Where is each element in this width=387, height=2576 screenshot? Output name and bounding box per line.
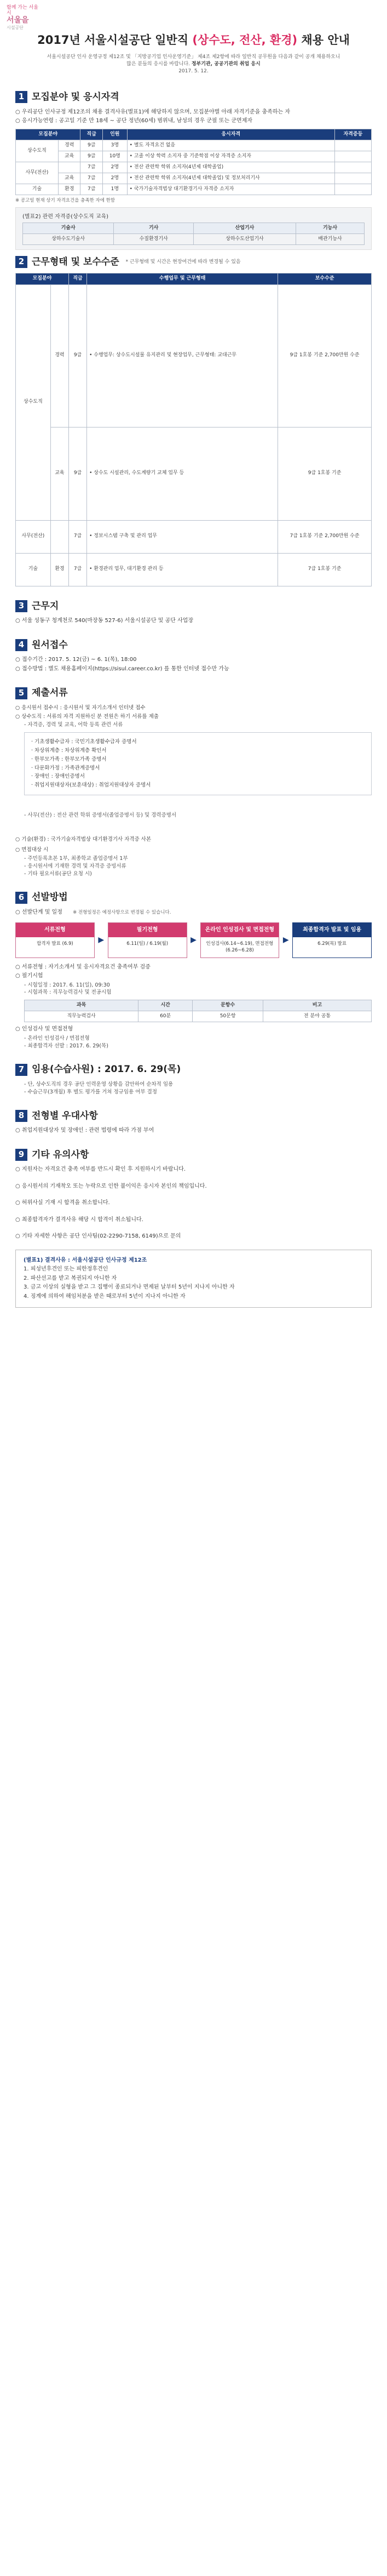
table-cell: 상수도직 bbox=[16, 284, 51, 520]
section-number: 8 bbox=[15, 1110, 27, 1122]
intro-line-1: 서울시설공단 인사 운영규정 제12조 및 「지방공기업 인사운영기준」 제4조 제2항에 따라 일반직 공무원을 다음과 같이 공개 채용하오니 bbox=[47, 54, 340, 60]
section-work-pay bbox=[0, 255, 387, 586]
application-period: ○ 접수기간 : 2017. 5. 12(금) ~ 6. 1(목), 18:00 bbox=[15, 657, 137, 663]
section-note: * 근무형태 및 시간은 현장여건에 따라 변경될 수 있음 bbox=[125, 259, 241, 265]
table-cell: 전 분야 공통 bbox=[263, 1011, 371, 1022]
table-header: 기능사 bbox=[296, 223, 365, 233]
title-highlight: (상수도, 전산, 환경) bbox=[192, 33, 298, 47]
table-header: 자격증등 bbox=[334, 129, 371, 140]
selection-line: ○ 서류전형 : 자기소개서 및 응시자격요건 충족여부 검증 bbox=[15, 964, 151, 970]
selection-note: ※ 전형일정은 예정사항으로 변경될 수 있습니다. bbox=[73, 910, 171, 916]
table-cell: • 전산 관련학 학위 소지자(4년제 대학졸업) 및 정보처리기사 bbox=[127, 173, 334, 184]
table-cell: 9급 bbox=[68, 284, 86, 427]
doc-line: - 사무(전산) : 전산 관련 학위 증명서(졸업증명서 등) 및 경력증명서 bbox=[24, 812, 177, 818]
table-cell: 7급 bbox=[80, 162, 102, 173]
table-cell bbox=[334, 140, 371, 151]
section-number: 7 bbox=[15, 1064, 27, 1076]
table-cell: 상하수도기술사 bbox=[23, 233, 114, 244]
table-header: 인원 bbox=[102, 129, 127, 140]
arrow-right-icon: ▶ bbox=[190, 935, 197, 944]
table-header: 기술사 bbox=[23, 223, 114, 233]
table-cell: • 전산 관련학 학위 소지자(4년제 대학졸업) bbox=[127, 162, 334, 173]
section-number: 9 bbox=[15, 1149, 27, 1161]
table-cell: 상하수도산업기사 bbox=[193, 233, 296, 244]
table-cell: 환경 bbox=[50, 553, 68, 586]
cert-title: (별표2) 관련 자격증(상수도직 교육) bbox=[22, 214, 109, 220]
table-header: 시간 bbox=[138, 1000, 193, 1011]
section-number: 2 bbox=[15, 256, 27, 268]
note-line: ○ 허위사실 기재 시 합격을 취소합니다. bbox=[15, 1200, 110, 1206]
cert-table bbox=[22, 223, 365, 245]
logo-main-text: 서울을 bbox=[7, 15, 29, 25]
table-header: 산업기사 bbox=[193, 223, 296, 233]
section-recruitment bbox=[0, 90, 387, 250]
doc-line: ○ 기술(환경) : 국가기술자격법상 대기환경기사 자격증 사본 bbox=[15, 836, 152, 842]
doc-line: - 주민등록초본 1부, 최종학교 졸업증명서 1부 bbox=[24, 856, 128, 862]
doc-box-line: · 다문화가정 : 가족관계증명서 bbox=[31, 765, 100, 771]
table-cell: 9급 bbox=[80, 151, 102, 162]
table-cell: 7급 bbox=[80, 173, 102, 184]
doc-box bbox=[24, 732, 372, 795]
footer-line: 4. 징계에 의하여 해임처분을 받은 때로부터 5년이 지나지 아니한 자 bbox=[24, 1293, 186, 1300]
table-cell bbox=[334, 173, 371, 184]
section-number: 6 bbox=[15, 892, 27, 904]
note-line: ○ 응시원서의 기재착오 또는 누락으로 인한 불이익은 응시자 본인의 책임입니다. bbox=[15, 1183, 207, 1189]
preference-line: ○ 취업지원대상자 및 장애인 : 관련 법령에 따라 가점 부여 bbox=[15, 1127, 154, 1134]
section-number: 4 bbox=[15, 639, 27, 651]
intro-date: 2017. 5. 12. bbox=[178, 69, 209, 75]
doc-line: ○ 면접대상 시 bbox=[15, 847, 49, 853]
table-cell: 50문항 bbox=[193, 1011, 263, 1022]
section-title: 근무형태 및 보수수준 bbox=[32, 256, 119, 267]
table-row bbox=[16, 427, 372, 520]
selection-line: - 시험과목 : 직무능력검사 및 전공시험 bbox=[24, 989, 112, 996]
section-preference bbox=[0, 1109, 387, 1135]
age-item: ○ 응시가능연령 : 공고일 기준 만 18세 ~ 공단 정년(60세) 범위내, 남성의 경우 군필 또는 군면제자 bbox=[15, 118, 253, 124]
table-row bbox=[25, 1011, 372, 1022]
section-title: 전형별 우대사항 bbox=[32, 1110, 98, 1121]
table-header: 모집분야 bbox=[16, 129, 80, 140]
intro-bold: 정부기관, 공공기관의 취업 응시 bbox=[191, 61, 261, 67]
table-cell: 교육 bbox=[58, 173, 80, 184]
table-cell: 2명 bbox=[102, 162, 127, 173]
table-cell: 9급 1호봉 기준 2,700만원 수준 bbox=[278, 284, 372, 427]
doc-box-line: · 취업지원대상자(보훈대상) : 취업지원대상자 증명서 bbox=[31, 782, 151, 789]
table-header: 응시자격 bbox=[127, 129, 334, 140]
table-cell: • 상수도 시설관리, 수도계량기 교체 업무 등 bbox=[87, 427, 278, 520]
table-cell: 3명 bbox=[102, 140, 127, 151]
flow-step bbox=[108, 922, 187, 958]
table-cell: • 수행업무: 상수도시설물 유지관리 및 현장업무, 근무형태: 교대근무 bbox=[87, 284, 278, 427]
table-header: 직급 bbox=[68, 273, 86, 284]
section-title: 원서접수 bbox=[32, 639, 68, 651]
table-cell: 사무(전산) bbox=[16, 162, 59, 184]
qualification-item: ○ 우리공단 인사규정 제12조의 채용 결격사유(별표1)에 해당하지 않으며, 모집분야별 아래 자격기준을 충족하는 자 bbox=[15, 109, 290, 115]
section-title: 기타 유의사항 bbox=[32, 1149, 89, 1160]
flow-step-body: 6.29(목) 발표 bbox=[317, 941, 347, 947]
section-title: 선발방법 bbox=[32, 892, 68, 903]
table-cell: 경력 bbox=[58, 140, 80, 151]
intro-text bbox=[0, 54, 387, 75]
table-cell: 교육 bbox=[58, 151, 80, 162]
section-number: 5 bbox=[15, 687, 27, 699]
table-cell: 사무(전산) bbox=[16, 520, 51, 553]
table-row bbox=[16, 140, 372, 151]
table-cell: 7급 bbox=[68, 553, 86, 586]
note-line: ○ 지원자는 자격요건 충족 여부를 반드시 확인 후 지원하시기 바랍니다. bbox=[15, 1166, 186, 1173]
table-cell: 2명 bbox=[102, 173, 127, 184]
table-cell: • 별도 자격요건 없음 bbox=[127, 140, 334, 151]
table-cell bbox=[58, 162, 80, 173]
table-cell: 9급 bbox=[80, 140, 102, 151]
table-row bbox=[23, 233, 365, 244]
flow-step bbox=[200, 922, 280, 958]
appointment-line: - 수습근무(3개월) 후 별도 평가를 거쳐 정규임용 여부 결정 bbox=[24, 1088, 157, 1095]
footer-title: (별표1) 결격사유 : 서울시설공단 인사규정 제12조 bbox=[24, 1257, 147, 1263]
work-pay-table bbox=[15, 273, 372, 586]
page-title bbox=[0, 32, 387, 48]
table-cell: 7급 1호봉 기준 bbox=[278, 553, 372, 586]
appointment-line: - 단, 상수도직의 경우 공단 인력운영 상황을 감안하여 순차적 임용 bbox=[24, 1081, 174, 1087]
section-title: 근무지 bbox=[32, 600, 59, 612]
intro-line-2: 많은 분들의 응시를 바랍니다. bbox=[126, 61, 190, 67]
table-row bbox=[16, 184, 372, 195]
table-header: 보수수준 bbox=[278, 273, 372, 284]
section-title: 모집분야 및 응시자격 bbox=[32, 92, 119, 102]
table-note: ※ 공고일 현재 상기 자격요건을 충족한 자에 한함 bbox=[15, 197, 115, 203]
table-cell: • 국가기술자격법상 대기환경기사 자격증 소지자 bbox=[127, 184, 334, 195]
flow-step bbox=[292, 922, 372, 958]
note-line: ○ 최종합격자가 결격사유 해당 시 합격이 취소됩니다. bbox=[15, 1216, 143, 1223]
table-cell: 기술 bbox=[16, 184, 59, 195]
table-cell: 수질환경기사 bbox=[114, 233, 194, 244]
application-method[interactable]: ○ 접수방법 : 별도 채용홈페이지(https://sisul.career.co.kr) 를 통한 인터넷 접수만 가능 bbox=[15, 665, 229, 672]
footer-line: 2. 파산선고를 받고 복권되지 아니한 자 bbox=[24, 1275, 117, 1281]
table-cell: • 고졸 이상 학력 소지자 중 기준학점 이상 자격증 소지자 bbox=[127, 151, 334, 162]
hero-banner bbox=[0, 0, 387, 85]
logo-sub-text: 시설공단 bbox=[7, 25, 24, 31]
table-cell: 경력 bbox=[50, 284, 68, 427]
logo-top-text: 함께 가는 서울시 bbox=[7, 5, 38, 16]
table-cell: 7급 1호봉 기준 2,700만원 수준 bbox=[278, 520, 372, 553]
table-cell: 환경 bbox=[58, 184, 80, 195]
table-header: 모집분야 bbox=[16, 273, 69, 284]
doc-line: - 기타 필요서류(공단 요청 시) bbox=[24, 870, 92, 877]
section-selection bbox=[0, 891, 387, 1050]
table-cell: 9급 1호봉 기준 bbox=[278, 427, 372, 520]
doc-box-line: · 장애인 : 장애인증명서 bbox=[31, 773, 85, 780]
section-application bbox=[0, 639, 387, 674]
table-cell: 직무능력검사 bbox=[25, 1011, 138, 1022]
table-row bbox=[16, 173, 372, 184]
location-text: ○ 서울 성동구 청계천로 540(마장동 527-6) 서울시설공단 및 공단 사업장 bbox=[15, 618, 194, 624]
title-prefix: 2017년 서울시설공단 일반직 bbox=[37, 33, 193, 47]
table-header: 문항수 bbox=[193, 1000, 263, 1011]
selection-line: ○ 필기시험 bbox=[15, 973, 43, 979]
doc-line: ○ 응시원서 접수시 : 응시원서 및 자기소개서 인터넷 접수 bbox=[15, 704, 146, 711]
doc-box-line: · 차상위계층 : 차상위계층 확인서 bbox=[31, 748, 107, 754]
table-row bbox=[16, 162, 372, 173]
doc-line: ○ 상수도직 : 서류의 자격 지원하신 분 전원은 하기 서류를 제출 bbox=[15, 713, 159, 720]
table-cell: 상수도직 bbox=[16, 140, 59, 162]
table-header: 비고 bbox=[263, 1000, 371, 1011]
table-cell: 기술 bbox=[16, 553, 51, 586]
seoul-logo bbox=[7, 5, 39, 31]
selection-line: ○ 선발단계 및 일정 bbox=[15, 909, 62, 916]
selection-line: - 온라인 인성검사 / 면접전형 bbox=[24, 1035, 90, 1041]
table-cell bbox=[334, 184, 371, 195]
section-documents bbox=[0, 686, 387, 877]
section-number: 3 bbox=[15, 600, 27, 612]
table-cell bbox=[50, 520, 68, 553]
arrow-right-icon: ▶ bbox=[98, 935, 105, 944]
section-title: 제출서류 bbox=[32, 687, 68, 699]
doc-box-line: · 기초생활수급자 : 국민기초생활수급자 증명서 bbox=[31, 739, 137, 745]
note-line: ○ 기타 자세한 사항은 공단 인사팀(02-2290-7158, 6149)으로 문의 bbox=[15, 1233, 181, 1240]
doc-box-line: · 한부모가족 : 한부모가족 증명서 bbox=[31, 756, 107, 762]
selection-flow bbox=[15, 922, 372, 958]
table-header: 직급 bbox=[80, 129, 102, 140]
flow-step-title: 온라인 인성검사 및 면접전형 bbox=[201, 923, 279, 938]
flow-step-title: 서류전형 bbox=[16, 923, 94, 938]
table-cell: 10명 bbox=[102, 151, 127, 162]
exam-table bbox=[24, 1000, 372, 1022]
cert-box bbox=[15, 207, 372, 250]
section-number: 1 bbox=[15, 91, 27, 103]
table-cell: 7급 bbox=[80, 184, 102, 195]
recruitment-table bbox=[15, 129, 372, 195]
disqualification-box bbox=[15, 1250, 372, 1308]
flow-step bbox=[15, 922, 95, 958]
selection-line: ○ 인성검사 및 면접전형 bbox=[15, 1026, 73, 1033]
table-cell bbox=[334, 151, 371, 162]
table-cell: • 환경관리 업무, 대기환경 관리 등 bbox=[87, 553, 278, 586]
section-location bbox=[0, 600, 387, 625]
flow-step-body: 인성검사(6.14~6.19), 면접전형(6.26~6.28) bbox=[206, 941, 274, 954]
table-cell: 배관기능사 bbox=[296, 233, 365, 244]
footer-line: 1. 피성년후견인 또는 피한정후견인 bbox=[24, 1266, 108, 1273]
flow-step-body: 합격자 발표 (6.9) bbox=[37, 941, 73, 947]
table-cell: 60분 bbox=[138, 1011, 193, 1022]
table-row bbox=[16, 151, 372, 162]
table-header: 과목 bbox=[25, 1000, 138, 1011]
section-appointment bbox=[0, 1063, 387, 1096]
flow-step-title: 필기전형 bbox=[108, 923, 187, 938]
footer-line: 3. 금고 이상의 실형을 받고 그 집행이 종료되거나 면제된 날부터 5년이 지나지 아니한 자 bbox=[24, 1284, 235, 1291]
table-row bbox=[16, 553, 372, 586]
title-suffix: 채용 안내 bbox=[297, 33, 350, 47]
flow-step-title: 최종합격자 발표 및 임용 bbox=[293, 923, 371, 938]
table-cell: 교육 bbox=[50, 427, 68, 520]
table-row bbox=[16, 520, 372, 553]
table-cell: 9급 bbox=[68, 427, 86, 520]
table-cell: 1명 bbox=[102, 184, 127, 195]
doc-line: - 자격증, 경력 및 교육, 어학 등록 관련 서류 bbox=[24, 722, 123, 728]
section-notes bbox=[0, 1148, 387, 1308]
arrow-right-icon: ▶ bbox=[282, 935, 289, 944]
table-header: 기사 bbox=[114, 223, 194, 233]
flow-step-body: 6.11(일) / 6.19(월) bbox=[126, 941, 169, 947]
table-cell: • 정보시스템 구축 및 관리 업무 bbox=[87, 520, 278, 553]
table-cell: 7급 bbox=[68, 520, 86, 553]
section-title: 임용(수습사원) : 2017. 6. 29(목) bbox=[32, 1064, 181, 1075]
table-row bbox=[16, 284, 372, 427]
selection-line: - 최종합격자 선발 : 2017. 6. 29(목) bbox=[24, 1042, 108, 1049]
doc-line: - 응시원서에 기재한 경력 및 자격증 증빙서류 bbox=[24, 863, 126, 869]
selection-line: - 시험일정 : 2017. 6. 11(일), 09:30 bbox=[24, 982, 110, 988]
table-header: 수행업무 및 근무형태 bbox=[87, 273, 278, 284]
table-cell bbox=[334, 162, 371, 173]
